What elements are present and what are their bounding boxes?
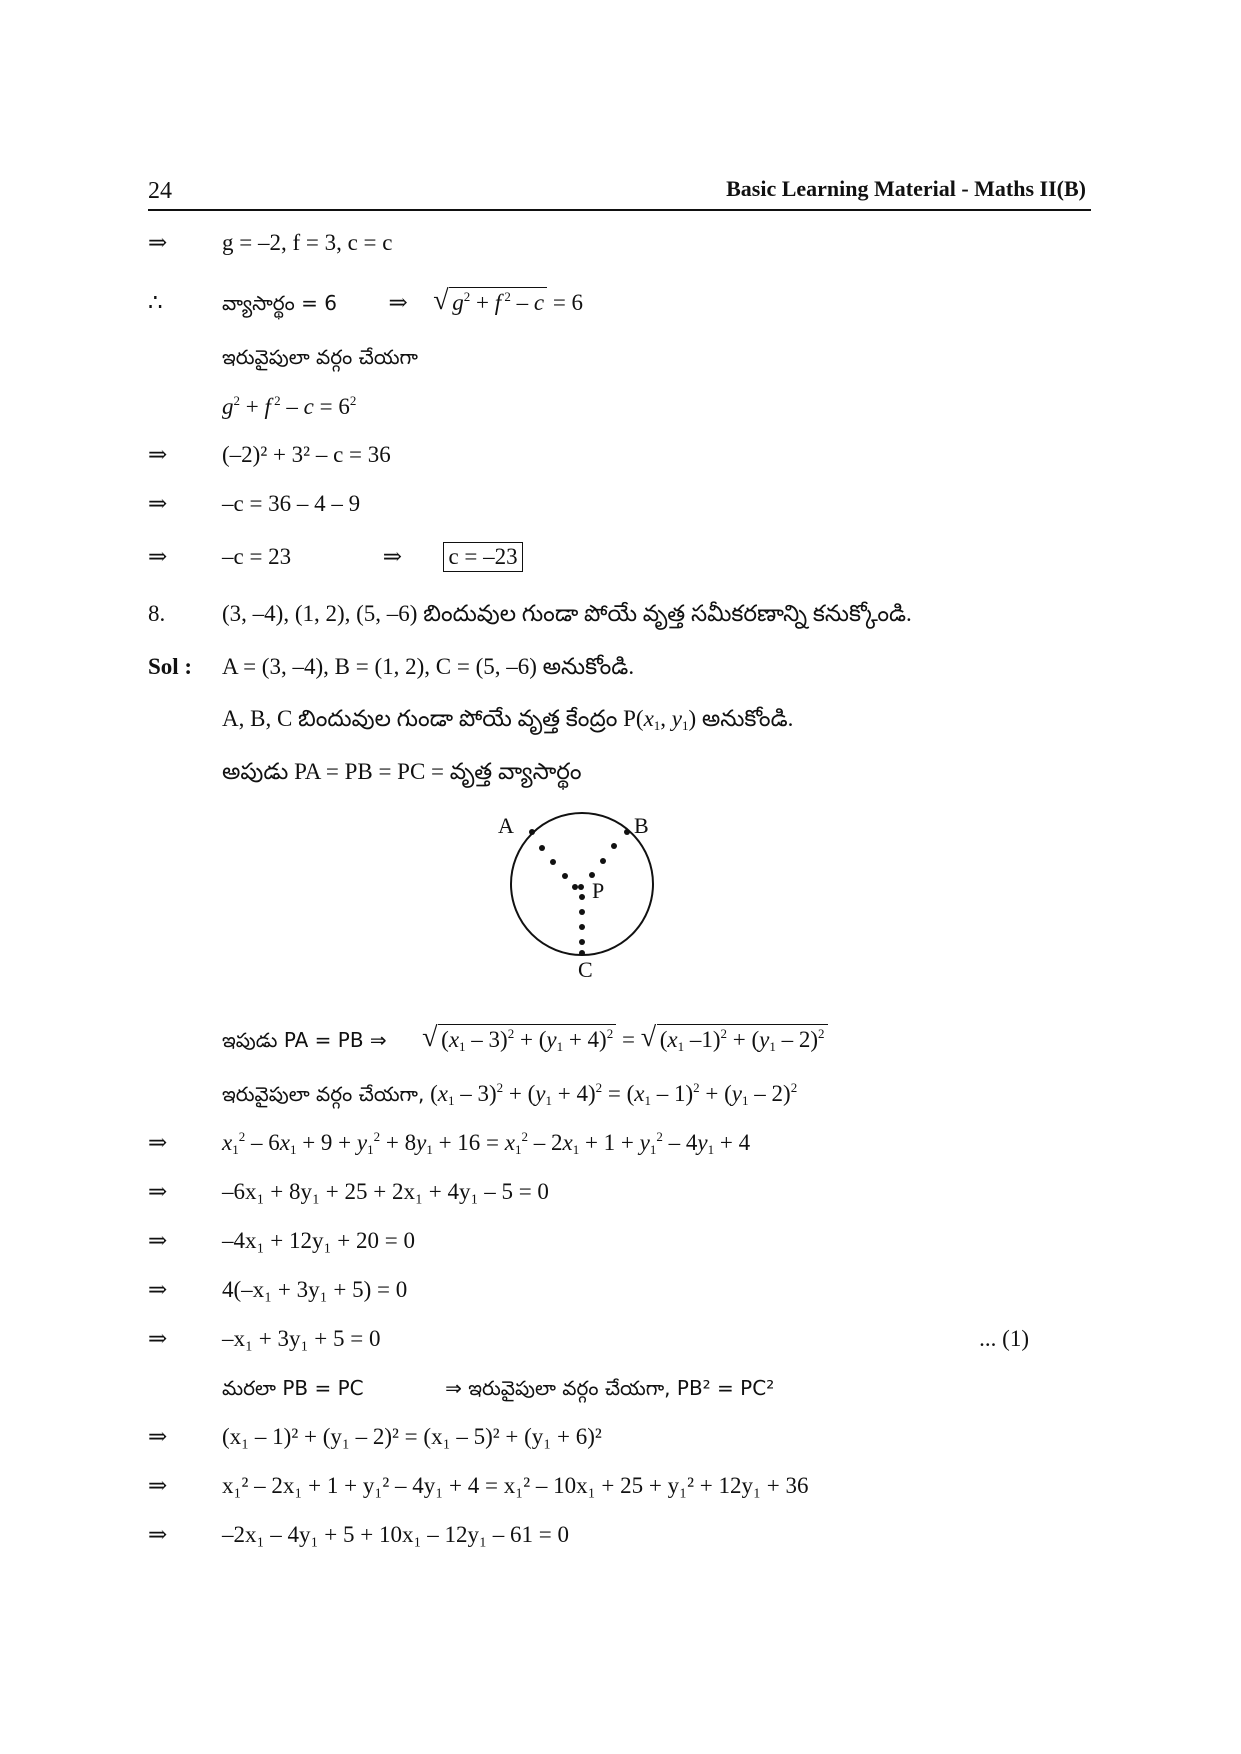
implies-symbol: ⇒ bbox=[148, 1179, 168, 1204]
equation: (–2)² + 3² – c = 36 bbox=[222, 442, 391, 467]
implies-symbol: ⇒ bbox=[148, 1277, 168, 1302]
equation: ఇపుడు PA = PB ⇒ √ $(x_1 - 3)^2 + (y_1 + 4)^2$ = √ ($x_1$ $-1)^2 + (y_1 - 2)^2$ bbox=[222, 1018, 828, 1062]
line-pb-pc-expanded bbox=[0, 1420, 1241, 1454]
implies-symbol: ⇒ bbox=[148, 544, 168, 569]
equation-rhs: = 6 bbox=[552, 290, 584, 315]
implies-symbol: ⇒ bbox=[148, 1424, 168, 1449]
line-square-both bbox=[0, 340, 1241, 374]
equation: (x₁ – 1)² + (y₁ – 2)² = (x₁ – 5)² + (y₁ + 6)² bbox=[222, 1424, 602, 1449]
line-g2-f2-c bbox=[0, 390, 1241, 424]
equation bbox=[222, 1371, 774, 1405]
telugu-text: మరలా PB = PC bbox=[222, 1376, 364, 1400]
equation: –c = 36 – 4 – 9 bbox=[222, 491, 361, 516]
telugu-text: వ్యాసార్థం = 6 bbox=[222, 291, 337, 315]
equation bbox=[222, 540, 523, 574]
solution-line-1 bbox=[0, 650, 1241, 684]
equation: –x₁ + 3y₁ + 5 = 0 bbox=[222, 1326, 381, 1351]
implies-symbol: ⇒ bbox=[148, 1130, 168, 1155]
solution-line-2 bbox=[0, 702, 1241, 736]
line-c-result bbox=[0, 540, 1241, 574]
label-a: A bbox=[498, 813, 514, 838]
line-expand-1 bbox=[0, 1126, 1241, 1160]
implies-symbol: ⇒ bbox=[382, 544, 402, 569]
header-rule bbox=[148, 209, 1091, 211]
line-minus-c bbox=[0, 487, 1241, 521]
implies-symbol: ⇒ bbox=[148, 1326, 168, 1351]
equation: $x_1^2 - 6x_1 + 9 + y_1^2 + 8y_1 + 16 = x_1^2 - 2x_1 + 1 + y_1^2 - 4y_1 + 4$ bbox=[222, 1129, 751, 1157]
implies-symbol: ⇒ bbox=[148, 1228, 168, 1253]
running-title: Basic Learning Material - Maths II(B) bbox=[726, 176, 1086, 201]
solution-label: Sol : bbox=[148, 654, 193, 679]
label-p: P bbox=[592, 878, 605, 903]
telugu-text: ఇపుడు PA = PB ⇒ bbox=[222, 1028, 387, 1052]
implies-symbol: ⇒ bbox=[148, 1522, 168, 1547]
boxed-answer: c = –23 bbox=[443, 542, 522, 572]
equation: x₁² – 2x₁ + 1 + y₁² – 4y₁ + 4 = x₁² – 10x₁ + 25 + y₁² + 12y₁ + 36 bbox=[222, 1473, 809, 1498]
line-eq-1 bbox=[0, 1322, 1241, 1356]
line-substitute bbox=[0, 438, 1241, 472]
solution-text: A, B, C బిందువుల గుండా పోయే వృత్త కేంద్రం $P(x_1$, $y_1$) అనుకోండి. bbox=[222, 706, 794, 733]
implies-symbol: ⇒ bbox=[148, 230, 168, 255]
solution-line-3 bbox=[0, 755, 1241, 789]
question-8 bbox=[0, 597, 1241, 631]
equation: –2x₁ – 4y₁ + 5 + 10x₁ – 12y₁ – 61 = 0 bbox=[222, 1522, 569, 1547]
radical: √ $g^2 + f$ $^2$ – c bbox=[433, 286, 547, 320]
implies-symbol: ⇒ bbox=[388, 290, 408, 315]
radical: √ $(x_1 - 3)^2 + (y_1 + 4)^2$ bbox=[422, 1018, 616, 1062]
equation bbox=[222, 286, 583, 320]
line-pa-pb bbox=[0, 1018, 1241, 1062]
solution-text: అపుడు PA = PB = PC = వృత్త వ్యాసార్థం bbox=[222, 759, 582, 784]
radius-dots bbox=[529, 829, 630, 956]
equation: g = –2, f = 3, c = c bbox=[222, 230, 393, 255]
equation-reference: ... (1) bbox=[979, 1326, 1029, 1351]
line-g-f-c bbox=[0, 226, 1241, 260]
line-simplify-2 bbox=[0, 1224, 1241, 1258]
radical: √ ($x_1$ $-1)^2 + (y_1 - 2)^2$ bbox=[641, 1018, 828, 1062]
equation: 4(–x₁ + 3y₁ + 5) = 0 bbox=[222, 1277, 408, 1302]
telugu-text: ⇒ ఇరువైపులా వర్గం చేయగా, PB² = PC² bbox=[445, 1376, 775, 1400]
equation: $g^2 + f$ $^2 - c = 6^2$ bbox=[222, 393, 357, 419]
line-simplify-1 bbox=[0, 1175, 1241, 1209]
equation: ఇరువైపులా వర్గం చేయగా, $(x_1 - 3)^2 + (y_1 + 4)^2 = (x_1 - 1)^2 + (y_1 - 2)^2$ bbox=[222, 1080, 798, 1108]
page-number: 24 bbox=[148, 178, 172, 204]
label-c: C bbox=[578, 957, 593, 982]
equation: –4x₁ + 12y₁ + 20 = 0 bbox=[222, 1228, 415, 1253]
circle bbox=[511, 813, 653, 955]
line-simplify-3 bbox=[0, 1518, 1241, 1552]
line-radius bbox=[0, 286, 1241, 320]
implies-symbol: ⇒ bbox=[148, 1473, 168, 1498]
therefore-symbol: ∴ bbox=[148, 290, 163, 315]
line-expand-2 bbox=[0, 1469, 1241, 1503]
label-b: B bbox=[634, 813, 649, 838]
question-text: (3, –4), (1, 2), (5, –6) బిందువుల గుండా పోయే వృత్త సమీకరణాన్ని కనుక్కోండి. bbox=[222, 601, 912, 626]
implies-symbol: ⇒ bbox=[148, 491, 168, 516]
solution-text: A = (3, –4), B = (1, 2), C = (5, –6) అనుకోండి. bbox=[222, 654, 635, 679]
implies-symbol: ⇒ bbox=[148, 442, 168, 467]
line-square-both-2 bbox=[0, 1077, 1241, 1111]
telugu-text: ఇరువైపులా వర్గం చేయగా bbox=[222, 345, 418, 369]
equation: –6x₁ + 8y₁ + 25 + 2x₁ + 4y₁ – 5 = 0 bbox=[222, 1179, 549, 1204]
line-factor bbox=[0, 1273, 1241, 1307]
equation-lhs: –c = 23 bbox=[222, 544, 292, 569]
line-pb-pc bbox=[0, 1371, 1241, 1405]
question-number: 8. bbox=[148, 601, 166, 626]
